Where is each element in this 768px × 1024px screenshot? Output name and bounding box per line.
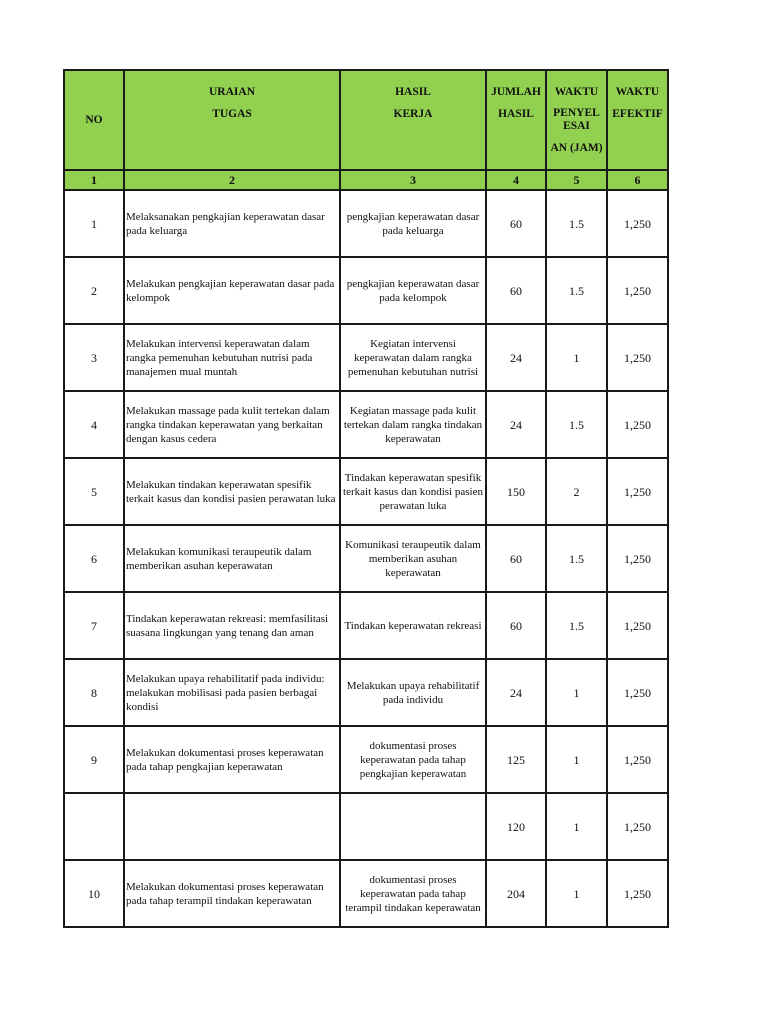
row-number: 9 xyxy=(64,726,124,793)
row-number: 8 xyxy=(64,659,124,726)
header-no: NO xyxy=(64,70,124,170)
work-result: Tindakan keperawatan spesifik terkait kasus dan kondisi pasien perawatan luka xyxy=(340,458,486,525)
row-number: 2 xyxy=(64,257,124,324)
work-result: Komunikasi teraupeutik dalam memberikan asuhan keperawatan xyxy=(340,525,486,592)
result-count: 60 xyxy=(486,525,546,592)
completion-time: 1.5 xyxy=(546,190,607,257)
completion-time: 1.5 xyxy=(546,391,607,458)
header-waktu-penyelesaian-line2: PENYEL ESAI xyxy=(553,107,600,132)
result-count: 150 xyxy=(486,458,546,525)
table-row xyxy=(64,860,668,927)
row-number: 4 xyxy=(64,391,124,458)
row-number xyxy=(64,793,124,860)
effective-time: 1,250 xyxy=(607,458,668,525)
row-number: 10 xyxy=(64,860,124,927)
row-number: 3 xyxy=(64,324,124,391)
work-result: Kegiatan massage pada kulit tertekan dalam rangka tindakan keperawatan xyxy=(340,391,486,458)
effective-time: 1,250 xyxy=(607,793,668,860)
completion-time: 1.5 xyxy=(546,525,607,592)
effective-time: 1,250 xyxy=(607,592,668,659)
result-count: 120 xyxy=(486,793,546,860)
result-count: 60 xyxy=(486,592,546,659)
effective-time: 1,250 xyxy=(607,324,668,391)
completion-time: 1 xyxy=(546,726,607,793)
row-number: 6 xyxy=(64,525,124,592)
effective-time: 1,250 xyxy=(607,860,668,927)
completion-time: 1 xyxy=(546,324,607,391)
task-description: Melakukan pengkajian keperawatan dasar pada kelompok xyxy=(124,257,340,324)
completion-time: 1 xyxy=(546,860,607,927)
effective-time: 1,250 xyxy=(607,659,668,726)
effective-time: 1,250 xyxy=(607,257,668,324)
header-waktu-penyelesaian xyxy=(546,70,607,170)
result-count: 60 xyxy=(486,257,546,324)
header-jumlah-line1: JUMLAH xyxy=(491,86,541,98)
task-description: Melakukan upaya rehabilitatif pada individu: melakukan mobilisasi pada pasien berbagai kondisi xyxy=(124,659,340,726)
completion-time: 1.5 xyxy=(546,592,607,659)
header-waktu-efektif-line1: WAKTU xyxy=(615,86,660,98)
row-number: 7 xyxy=(64,592,124,659)
column-number: 5 xyxy=(546,170,607,190)
task-description: Melakukan tindakan keperawatan spesifik terkait kasus dan kondisi pasien perawatan luka xyxy=(124,458,340,525)
header-waktu-efektif xyxy=(607,70,668,170)
header-hasil-line1: HASIL xyxy=(395,86,431,98)
header-row xyxy=(64,70,668,170)
header-waktu-efektif-line2: EFEKTIF xyxy=(612,108,663,120)
result-count: 24 xyxy=(486,324,546,391)
result-count: 204 xyxy=(486,860,546,927)
table-row xyxy=(64,592,668,659)
work-result: Melakukan upaya rehabilitatif pada individu xyxy=(340,659,486,726)
column-number: 2 xyxy=(124,170,340,190)
task-description: Melakukan dokumentasi proses keperawatan pada tahap pengkajian keperawatan xyxy=(124,726,340,793)
result-count: 24 xyxy=(486,391,546,458)
header-hasil-kerja xyxy=(340,70,486,170)
work-result: pengkajian keperawatan dasar pada keluarga xyxy=(340,190,486,257)
header-waktu-penyelesaian-line3: AN (JAM) xyxy=(550,142,603,154)
work-result: pengkajian keperawatan dasar pada kelompok xyxy=(340,257,486,324)
result-count: 24 xyxy=(486,659,546,726)
work-result: Kegiatan intervensi keperawatan dalam rangka pemenuhan kebutuhan nutrisi xyxy=(340,324,486,391)
header-jumlah-hasil xyxy=(486,70,546,170)
effective-time: 1,250 xyxy=(607,391,668,458)
header-waktu-penyelesaian-line1: WAKTU xyxy=(554,86,599,98)
table-row xyxy=(64,257,668,324)
work-result: dokumentasi proses keperawatan pada tahap terampil tindakan keperawatan xyxy=(340,860,486,927)
table-row xyxy=(64,391,668,458)
column-number-row xyxy=(64,170,668,190)
header-jumlah-line2: HASIL xyxy=(498,108,534,120)
result-count: 60 xyxy=(486,190,546,257)
column-number: 3 xyxy=(340,170,486,190)
table-row xyxy=(64,190,668,257)
completion-time: 1 xyxy=(546,793,607,860)
table-row xyxy=(64,726,668,793)
task-description: Tindakan keperawatan rekreasi: memfasilitasi suasana lingkungan yang tenang dan aman xyxy=(124,592,340,659)
task-workload-table xyxy=(63,69,669,928)
table-row xyxy=(64,458,668,525)
task-table-sheet xyxy=(63,69,667,928)
task-description: Melakukan dokumentasi proses keperawatan pada tahap terampil tindakan keperawatan xyxy=(124,860,340,927)
header-uraian-tugas xyxy=(124,70,340,170)
task-description: Melakukan komunikasi teraupeutik dalam memberikan asuhan keperawatan xyxy=(124,525,340,592)
header-uraian-line2: TUGAS xyxy=(212,108,252,120)
task-description: Melakukan intervensi keperawatan dalam rangka pemenuhan kebutuhan nutrisi pada manajemen mual muntah xyxy=(124,324,340,391)
column-number: 4 xyxy=(486,170,546,190)
work-result xyxy=(340,793,486,860)
task-description: Melaksanakan pengkajian keperawatan dasar pada keluarga xyxy=(124,190,340,257)
header-uraian-line1: URAIAN xyxy=(209,86,255,98)
header-hasil-line2: KERJA xyxy=(393,108,433,120)
completion-time: 2 xyxy=(546,458,607,525)
completion-time: 1 xyxy=(546,659,607,726)
task-description xyxy=(124,793,340,860)
row-number: 1 xyxy=(64,190,124,257)
effective-time: 1,250 xyxy=(607,726,668,793)
table-row xyxy=(64,793,668,860)
effective-time: 1,250 xyxy=(607,525,668,592)
task-description: Melakukan massage pada kulit tertekan dalam rangka tindakan keperawatan yang berkaitan dengan kasus cedera xyxy=(124,391,340,458)
work-result: Tindakan keperawatan rekreasi xyxy=(340,592,486,659)
column-number: 1 xyxy=(64,170,124,190)
effective-time: 1,250 xyxy=(607,190,668,257)
table-row xyxy=(64,525,668,592)
row-number: 5 xyxy=(64,458,124,525)
work-result: dokumentasi proses keperawatan pada tahap pengkajian keperawatan xyxy=(340,726,486,793)
result-count: 125 xyxy=(486,726,546,793)
column-number: 6 xyxy=(607,170,668,190)
table-row xyxy=(64,324,668,391)
table-row xyxy=(64,659,668,726)
completion-time: 1.5 xyxy=(546,257,607,324)
